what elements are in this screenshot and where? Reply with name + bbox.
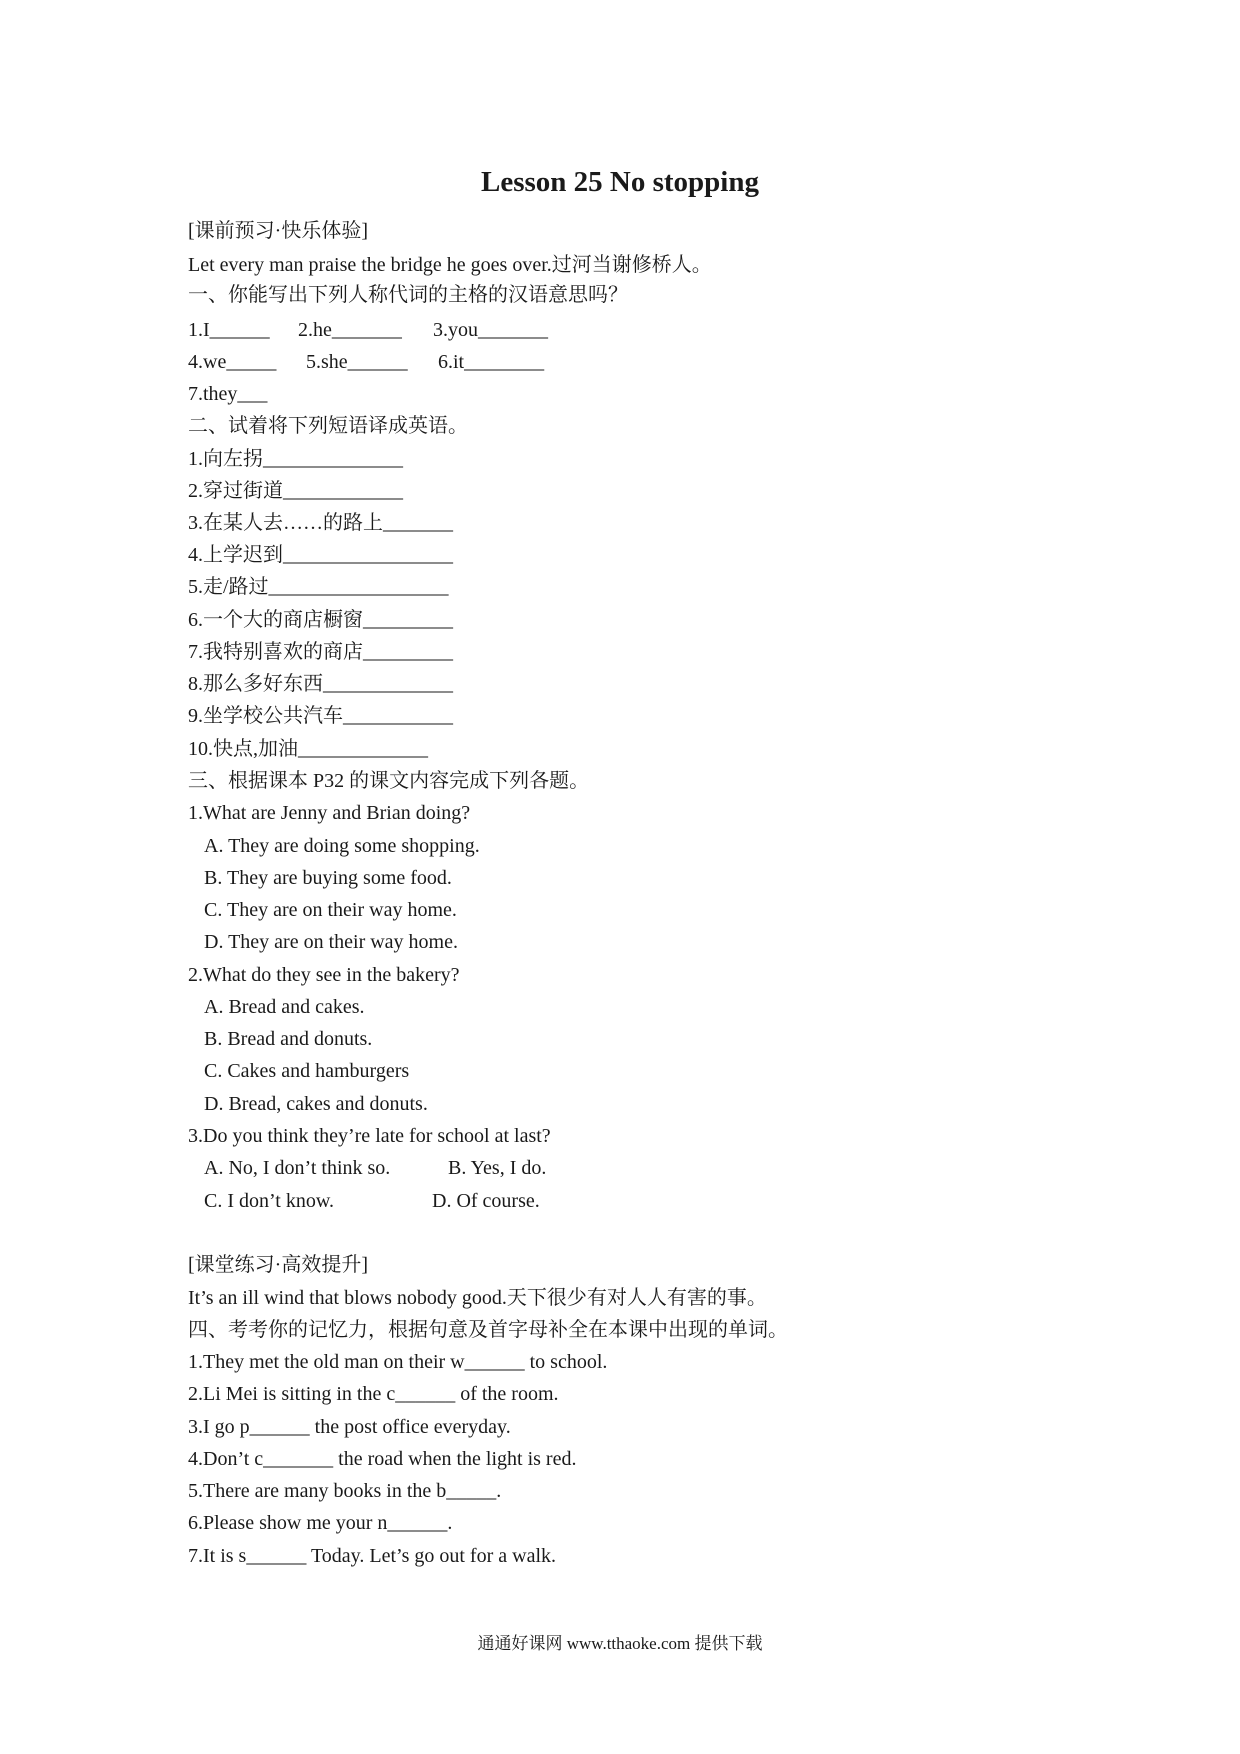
question: 2.What do they see in the bakery?: [188, 964, 460, 986]
part2-item: 3.在某人去……的路上_______: [188, 512, 453, 534]
part4-item: 5.There are many books in the b_____.: [188, 1480, 502, 1502]
proverb-practice: It’s an ill wind that blows nobody good.天下很少有对人人有害的事。: [188, 1287, 767, 1309]
part1-heading: 一、你能写出下列人称代词的主格的汉语意思吗？: [188, 284, 628, 306]
answer-option-row: [204, 1153, 546, 1183]
part2-item: 8.那么多好东西_____________: [188, 673, 453, 695]
answer-option: C. They are on their way home.: [204, 899, 457, 921]
part1-item: 2.he_______: [298, 319, 402, 341]
part4-item: 7.It is s______ Today. Let’s go out for a walk.: [188, 1545, 556, 1567]
part1-row-1: [188, 315, 548, 345]
answer-option: A. They are doing some shopping.: [204, 835, 480, 857]
part3-heading: 三、根据课本 P32 的课文内容完成下列各题。: [188, 770, 590, 792]
section-header-practice: [课堂练习·高效提升]: [188, 1254, 368, 1276]
part1-item: 5.she______: [306, 351, 408, 373]
part1-item: 3.you_______: [433, 319, 548, 341]
part4-item: 6.Please show me your n______.: [188, 1512, 453, 1534]
question: 3.Do you think they’re late for school at last?: [188, 1125, 551, 1147]
part1-row-3: 7.they___: [188, 383, 268, 405]
part2-item: 4.上学迟到_________________: [188, 544, 453, 566]
part2-item: 10.快点,加油_____________: [188, 738, 428, 760]
page-footer: 通通好课网 www.tthaoke.com 提供下载: [477, 1634, 763, 1653]
page-title: Lesson 25 No stopping: [481, 166, 759, 198]
part2-item: 7.我特别喜欢的商店_________: [188, 641, 453, 663]
answer-option: B. Yes, I do.: [448, 1157, 547, 1179]
answer-option: C. Cakes and hamburgers: [204, 1060, 410, 1082]
part1-row-2: [188, 347, 544, 377]
part1-item: 4.we_____: [188, 351, 277, 373]
part2-item: 5.走/路过__________________: [188, 576, 449, 598]
part2-item: 2.穿过街道____________: [188, 480, 403, 502]
answer-option: A. Bread and cakes.: [204, 996, 365, 1018]
part2-item: 6.一个大的商店橱窗_________: [188, 609, 453, 631]
answer-option: B. They are buying some food.: [204, 867, 452, 889]
answer-option: B. Bread and donuts.: [204, 1028, 373, 1050]
part4-heading: 四、考考你的记忆力，根据句意及首字母补全在本课中出现的单词。: [188, 1319, 788, 1341]
answer-option: A. No, I don’t think so.: [204, 1157, 391, 1179]
part2-item: 9.坐学校公共汽车___________: [188, 705, 453, 727]
question: 1.What are Jenny and Brian doing?: [188, 802, 471, 824]
part4-item: 3.I go p______ the post office everyday.: [188, 1416, 511, 1438]
section-header-preview: [课前预习·快乐体验]: [188, 220, 368, 242]
answer-option: D. Bread, cakes and donuts.: [204, 1093, 428, 1115]
part1-item: 1.I______: [188, 319, 270, 341]
answer-option: D. They are on their way home.: [204, 931, 458, 953]
part2-item: 1.向左拐______________: [188, 448, 403, 470]
part4-item: 4.Don’t c_______ the road when the light is red.: [188, 1448, 577, 1470]
part2-heading: 二、试着将下列短语译成英语。: [188, 415, 468, 437]
proverb-preview: Let every man praise the bridge he goes over.过河当谢修桥人。: [188, 254, 712, 276]
answer-option: D. Of course.: [432, 1190, 540, 1212]
part4-item: 2.Li Mei is sitting in the c______ of the room.: [188, 1383, 559, 1405]
answer-option: C. I don’t know.: [204, 1190, 334, 1212]
part1-item: 6.it________: [438, 351, 545, 373]
answer-option-row: [204, 1186, 540, 1216]
part4-item: 1.They met the old man on their w______ to school.: [188, 1351, 608, 1373]
